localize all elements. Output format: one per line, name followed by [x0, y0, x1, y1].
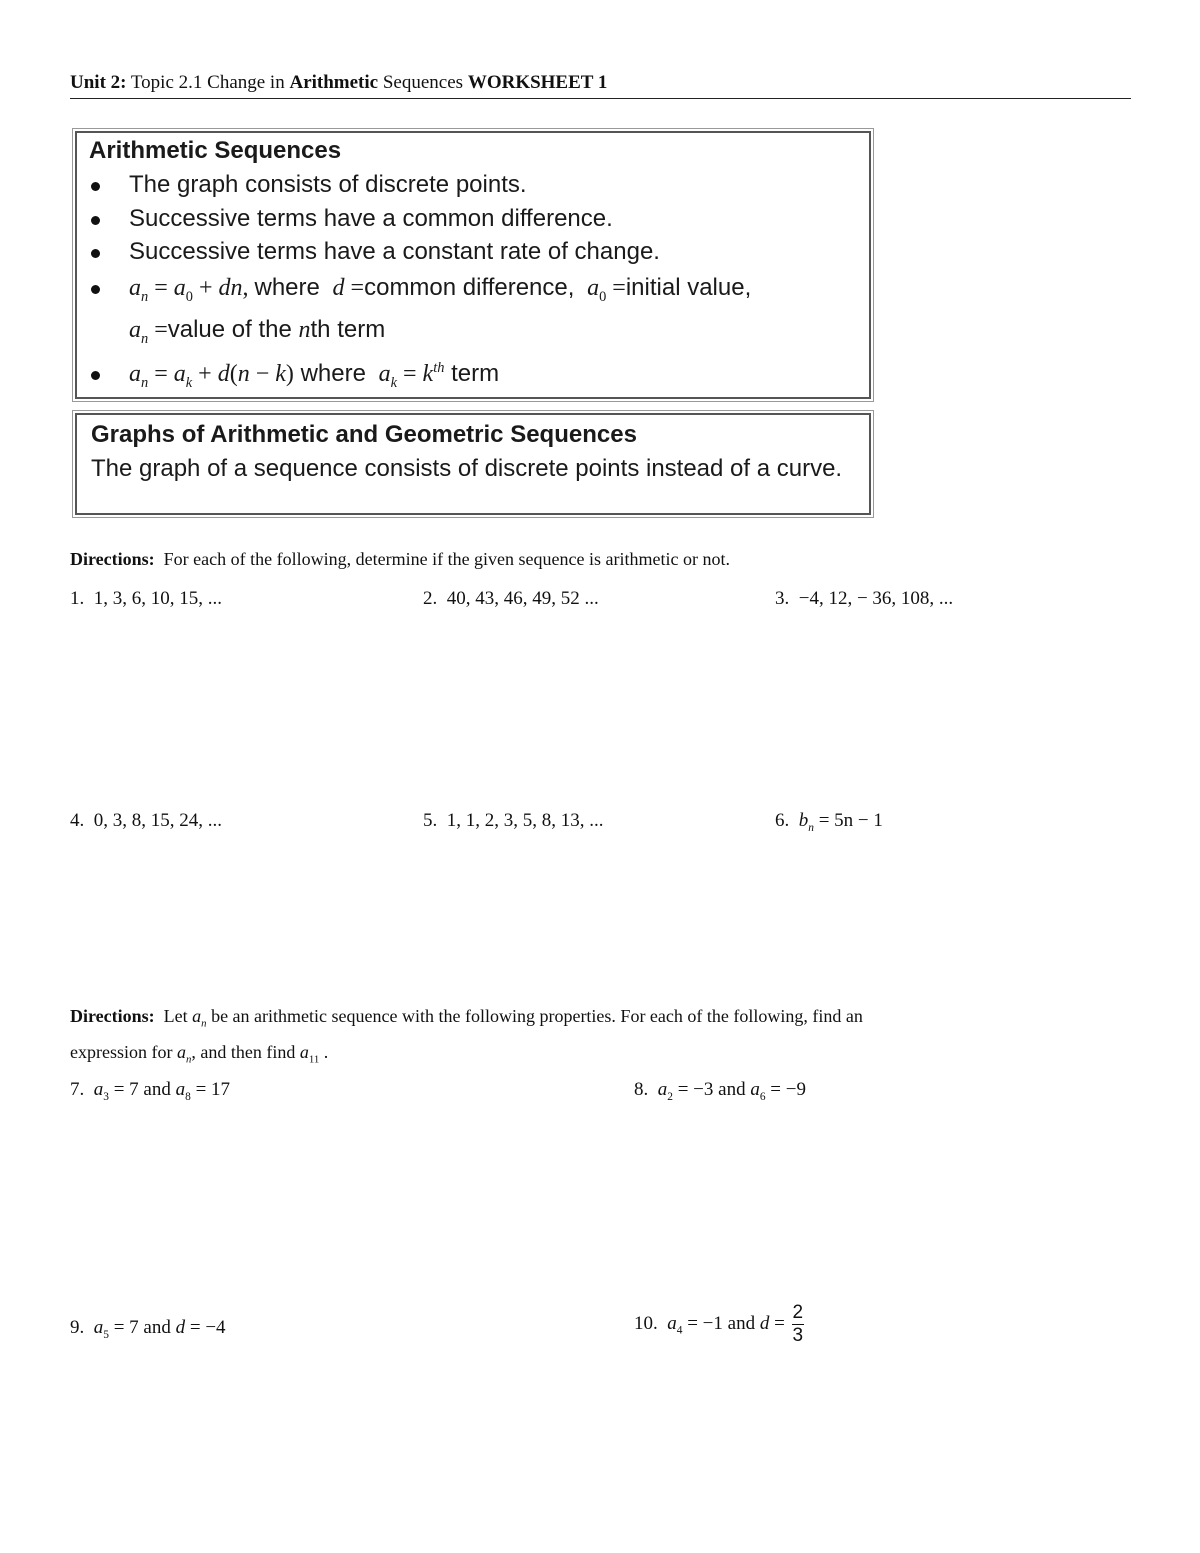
header-rule: [70, 98, 1131, 99]
arithmetic-sequences-box: Arithmetic Sequences The graph consists of discrete points. Successive terms have a common difference. Successive terms have a constant rate of change. $a_n = a_0$ + dn, where d =common difference, $a_0$ =initial value, $a_n$ =value of the nth term $a_n = a_k + d(n - k)$ where $a_k = k^{th}$ term: [75, 131, 871, 399]
header-unit: Unit 2:: [70, 72, 127, 93]
graphs-of-sequences-box: [75, 413, 871, 515]
problem-4: 4. 0, 3, 8, 15, 24, ...: [70, 810, 222, 831]
directions-1: [70, 549, 730, 570]
problem-5-expr: 1, 1, 2, 3, 5, 8, 13, ...: [446, 810, 604, 831]
bullet-icon: [91, 249, 100, 258]
problem-5: 5. 1, 1, 2, 3, 5, 8, 13, ...: [423, 810, 604, 831]
bullet-icon: [91, 182, 100, 191]
directions-1-label: Directions:: [70, 549, 155, 569]
bullet-icon: [91, 285, 100, 294]
problem-6: 6. $b_n = 5n - 1$: [775, 810, 883, 834]
problem-1: 1. 1, 3, 6, 10, 15, ...: [70, 588, 222, 609]
problem-9: 9. $a_5 = 7$ and d = −4: [70, 1317, 226, 1341]
formula-where-2: where: [300, 360, 366, 387]
header-topic: Topic 2.1 Change in: [130, 72, 285, 93]
formula-where: where: [254, 274, 320, 301]
problem-2: 2. 40, 43, 46, 49, 52 ...: [423, 588, 599, 609]
header-sequences: Sequences: [382, 72, 464, 93]
directions-2-label: Directions:: [70, 1006, 155, 1026]
formula-common-difference: common difference,: [364, 274, 575, 301]
fraction-two-thirds: $\frac{2}{3}$: [792, 1302, 804, 1346]
problem-3: 3. −4, 12, − 36, 108, ...: [775, 588, 954, 609]
directions-1-text: For each of the following, determine if the given sequence is arithmetic or not.: [163, 549, 730, 569]
header-arithmetic: Arithmetic: [289, 72, 379, 93]
formula-th-term: th term: [310, 316, 386, 343]
bullet-icon: [91, 371, 100, 380]
bullet-icon: [91, 216, 100, 225]
formula-initial-value: initial value,: [625, 274, 752, 301]
problem-7: 7. $a_3 = 7$ and $a_8 = 17$: [70, 1079, 231, 1103]
header-worksheet: WORKSHEET 1: [467, 72, 608, 93]
box2-title: Graphs of Arithmetic and Geometric Sequences: [91, 421, 637, 448]
problem-10: 10. $a_4 = -1$ and d = $\frac{2}{3}$: [634, 1302, 804, 1346]
problem-8: 8. $a_2 = -3$ and $a_6 = -9$: [634, 1079, 806, 1103]
box2-body: The graph of a sequence consists of discrete points instead of a curve.: [91, 455, 843, 482]
box1-title: Arithmetic Sequences: [89, 137, 342, 164]
problem-1-expr: 1, 3, 6, 10, 15, ...: [93, 588, 222, 609]
worksheet-header: [70, 72, 607, 94]
directions-2: Directions: Let $a_n$ be an arithmetic sequence with the following properties. For each of the following, find an: [70, 1006, 863, 1030]
problem-4-expr: 0, 3, 8, 15, 24, ...: [93, 810, 222, 831]
problem-2-expr: 40, 43, 46, 49, 52 ...: [446, 588, 599, 609]
directions-2-line2: expression for $a_n$, and then find $a_{11}$ .: [70, 1042, 329, 1066]
problem-3-expr: −4, 12, − 36, 108, ...: [798, 588, 954, 609]
formula-value-of-the: value of the: [167, 316, 292, 343]
formula-term: term: [451, 360, 500, 387]
problem-6-expr: = 5n − 1: [818, 810, 883, 831]
